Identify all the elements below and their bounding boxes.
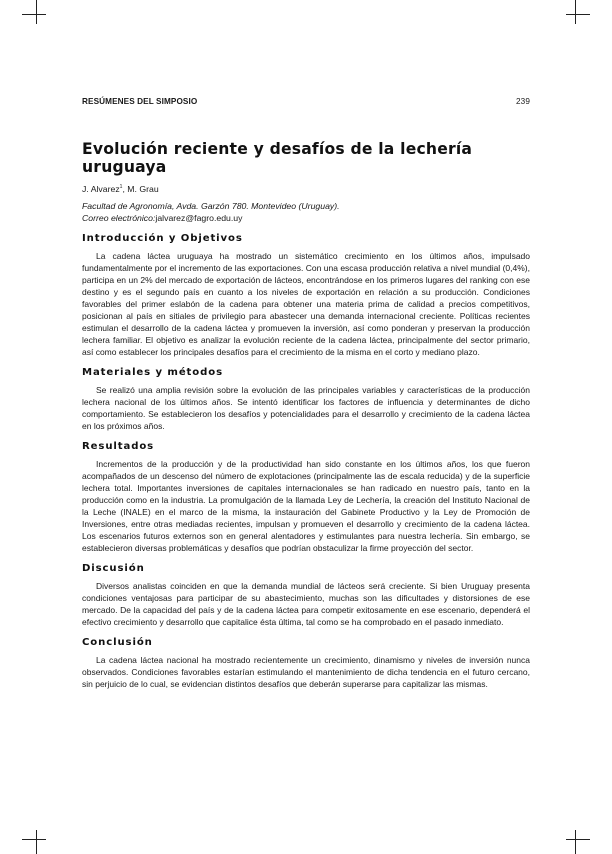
section-resultados xyxy=(82,441,530,554)
section-heading: Materiales y métodos xyxy=(82,367,223,379)
author-first: J. Alvarez xyxy=(82,184,120,194)
section-materiales xyxy=(82,367,530,432)
email-line xyxy=(82,212,530,224)
affiliation-block xyxy=(82,200,530,224)
page-number: 239 xyxy=(516,97,530,106)
article xyxy=(82,140,530,699)
section-text: Incrementos de la producción y de la productividad han sido constante en los últimos años, los que fueron acompañados de un descenso del número de explotaciones (principalmente las de escala reducida) y de la superficie lechera total. Importantes inversiones de capitales internacionales se han radicado en nuestro país, tanto en la producción como en la industria. La promulgación de la llamada Ley de Lechería, la creación del Instituto Nacional de la Leche (INALE) en el marco de la misma, la instauración del Gabinete Productivo y la Ley de Promoción de Inversiones, entre otras mediadas recientes, impulsan y promueven el desarrollo y crecimiento de la cadena láctea. Los escenarios futuros externos son en general alentadores y estimulantes para nuestra lechería. Sin embargo, se establecieron diversas problemáticas y desafíos que podrían obstaculizar la firme proyección del sector. xyxy=(82,459,530,554)
section-text: Se realizó una amplia revisión sobre la evolución de las principales variables y características de la producción lechera nacional de los últimos años. Se intentó identificar los factores de influencia y determinantes de dicho comportamiento. Se establecieron los desafíos y potencialidades para el desarrollo y crecimiento de la cadena láctea en los próximos años. xyxy=(82,385,530,432)
crop-mark xyxy=(22,839,46,840)
crop-mark xyxy=(575,0,576,24)
crop-mark xyxy=(22,14,46,15)
section-heading: Introducción y Objetivos xyxy=(82,233,243,245)
crop-mark xyxy=(566,14,590,15)
crop-mark xyxy=(566,839,590,840)
article-title: Evolución reciente y desafíos de la lechería uruguaya xyxy=(82,140,473,176)
section-text: La cadena láctea nacional ha mostrado recientemente un crecimiento, dinamismo y niveles de inversión nunca observados. Condiciones favorables estarían estimulando el mantenimiento de dicha tendencia en el futuro cercano, sin perjuicio de lo cual, se evidencian distintos desafíos que deberán superarse para capitalizar las mismas. xyxy=(82,655,530,690)
section-heading: Resultados xyxy=(82,441,155,453)
section-text: La cadena láctea uruguaya ha mostrado un sistemático crecimiento en los últimos años, impulsado fundamentalmente por el incremento de las exportaciones. Con una escasa producción relativa a nivel mundial (0,4%), participa en un 2% del mercado de exportación de lácteos, encontrándose en los primeros lugares del ranking con ese destino y es el segundo país en cuanto a los niveles de exportación en relación a su producción. Condiciones favorables del primer eslabón de la cadena para obtener una materia prima de calidad a precios competitivos, posicionan al país en sitiales de privilegio para abastecer una demanda internacional creciente. Políticas recientes estimulan el desarrollo de la cadena láctea y promueven la inversión, así como ponderan y preservan la producción lechera familiar. El objetivo es analizar la evolución reciente de la cadena láctea, principalmente del sector primario, así como establecer los principales desafíos para el crecimiento de la misma en el corto y mediano plazo. xyxy=(82,251,530,358)
section-conclusion xyxy=(82,637,530,690)
email-label: Correo electrónico: xyxy=(82,213,156,224)
author-rest: , M. Grau xyxy=(122,184,159,194)
email-address: jalvarez@fagro.edu.uy xyxy=(155,213,243,224)
crop-mark xyxy=(575,830,576,854)
running-header xyxy=(82,97,530,106)
section-heading: Conclusión xyxy=(82,637,153,649)
author-mark: 1 xyxy=(119,184,123,191)
crop-mark xyxy=(36,0,37,24)
crop-mark xyxy=(36,830,37,854)
section-text: Diversos analistas coinciden en que la demanda mundial de lácteos será creciente. Si bien Uruguay presenta condiciones ventajosas para participar de su abastecimiento, muchas son las dificultades y distorsiones de ese mercado. De la capacidad del país y de la cadena láctea para competir exitosamente en ese escenario, dependerá el efectivo crecimiento y desarrollo que capitalice ésta última, tal como se ha comprobado en el pasado inmediato. xyxy=(82,581,530,628)
affiliation: Facultad de Agronomía, Avda. Garzón 780. Montevideo (Uruguay). xyxy=(82,201,340,211)
section-discusion xyxy=(82,563,530,628)
authors-line xyxy=(82,184,530,194)
section-heading: Discusión xyxy=(82,563,145,575)
section-introduccion xyxy=(82,233,530,358)
running-title: RESÚMENES DEL SIMPOSIO xyxy=(82,97,198,106)
